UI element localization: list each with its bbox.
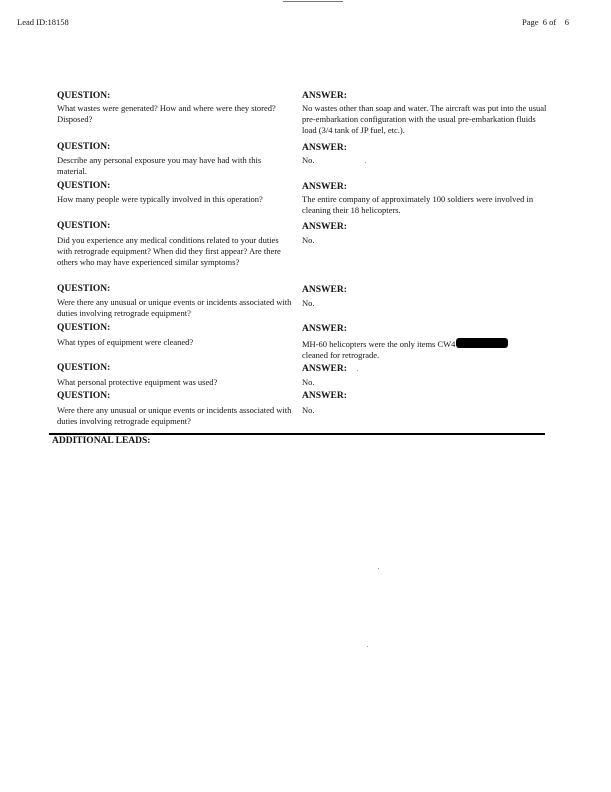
answer-text-start: MH-60 helicopters were the only items CW4 [302,339,456,349]
scan-speck [365,162,366,163]
answer-text: No. [302,298,315,308]
page-label: Page [522,17,539,27]
answer-text [302,338,547,361]
question-label: QUESTION: [57,363,111,373]
question-text: Describe any personal exposure you may have had with this material. [57,155,262,177]
question-text: What wastes were generated? How and where were they stored? Disposed? [57,103,276,125]
question-text: How many people were typically involved in this operation? [57,194,263,204]
answer-text: No. [302,155,315,165]
question-label: QUESTION: [57,323,111,333]
question-label: QUESTION: [57,221,111,231]
answer-text: No wastes other than soap and water. The aircraft was put into the usual pre-embarkation configuration with the usual pre-embarkation fluids load (3/4 tank of JP fuel, etc.). [302,103,547,136]
question-text: Were there any unusual or unique events or incidents associated with duties involving retrograde equipment? [57,405,292,427]
answer-label: ANSWER: [302,391,347,401]
scan-speck [378,568,379,569]
answer-label: ANSWER: [302,222,347,232]
answer-label: ANSWER: [302,91,347,101]
answer-label: ANSWER: [302,285,347,295]
lead-id: Lead ID:18158 [17,17,69,27]
question-text: Did you experience any medical conditions related to your duties with retrograde equipment? When did they first appear? Are there others who may have experienced similar symptoms? [57,235,281,268]
answer-label: ANSWER: [302,364,347,374]
page-current: 6 [542,17,548,27]
answer-label: ANSWER: [302,182,347,192]
answer-text-end: cleaned for retrograde. [302,350,380,361]
section-divider [49,433,545,435]
question-text: What types of equipment were cleaned? [57,337,194,347]
top-edge-line [283,1,343,2]
page-total: 6 [564,17,569,27]
answer-text: The entire company of approximately 100 soldiers were involved in cleaning their 18 helicopters. [302,194,534,216]
redaction-block [456,338,508,348]
question-label: QUESTION: [57,142,111,152]
question-text: Were there any unusual or unique events or incidents associated with duties involving retrograde equipment? [57,297,292,319]
additional-leads-heading: ADDITIONAL LEADS: [52,436,151,446]
answer-text: No. [302,235,315,245]
scan-speck [357,370,358,371]
question-label: QUESTION: [57,91,111,101]
page-of-label: of [549,17,557,27]
page-number [522,17,569,27]
answer-label: ANSWER: [302,324,347,334]
question-text: What personal protective equipment was used? [57,377,218,387]
question-label: QUESTION: [57,391,111,401]
question-label: QUESTION: [57,284,111,294]
answer-text: No. [302,377,315,387]
scan-speck [367,646,368,647]
question-label: QUESTION: [57,181,111,191]
answer-text: No. [302,405,315,415]
answer-label: ANSWER: [302,143,347,153]
